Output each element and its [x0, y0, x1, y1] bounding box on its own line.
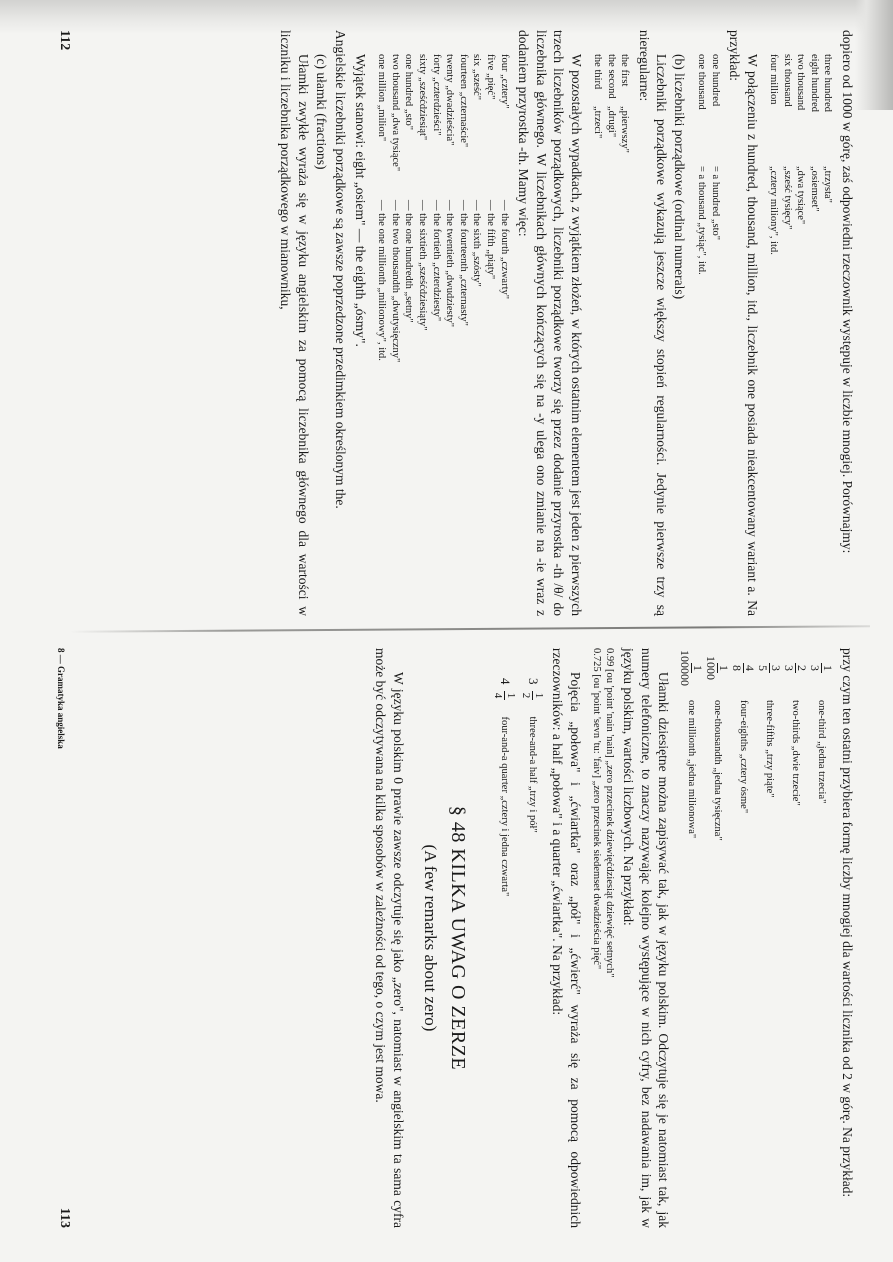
- decimal-example: 0.725 [ou 'point 'sevn 'tu: 'faiv] „zero przecinek siedemset dwadzieścia pięć": [591, 648, 602, 970]
- page-113: [56, 648, 856, 1228]
- list-item: 2 3 two-thirds „dwie trzecie": [783, 648, 809, 1228]
- list-item: sixty „sześćdziesiąt" — the sixtieth „sześćdziesiąty": [417, 54, 428, 331]
- fraction: 1 1000: [704, 656, 731, 680]
- list-item: the third „trzeci": [592, 54, 604, 139]
- list-item: eight hundred „osiemset": [808, 54, 820, 212]
- fraction: 4 8: [730, 665, 757, 671]
- fraction: 1 100000: [678, 650, 705, 686]
- fraction: 2 3: [782, 665, 809, 671]
- one-hundred-list: [694, 54, 721, 616]
- section-title: § 48 KILKA UWAG O ZERZE: [447, 805, 469, 1071]
- list-item: five „pięć" — the fifth „piąty": [484, 54, 496, 280]
- decimal-example: 0.99 [ou 'point 'nain 'nain] „zero przecinek dziewięćdziesiąt dziewięć setnych": [604, 648, 615, 978]
- heading-fractions: (c) ułamki (fractions): [313, 54, 329, 170]
- list-item: four million „cztery miliony", itd.: [768, 54, 780, 255]
- list-item: 4 1 4 four-and-a quarter „cztery i jedna czwarta": [492, 678, 518, 897]
- page-number: 112: [57, 30, 72, 51]
- paragraph-combination: W połączeniu z hundred, thousand, million, itd., liczebnik one posiada nieakcentowany wariant a. Na przykład:: [727, 30, 760, 616]
- fraction: 1 3: [808, 665, 835, 671]
- section-subtitle: (A few remarks about zero): [421, 844, 440, 1032]
- page-112: [56, 30, 856, 616]
- list-item: six „sześć" — the sixth „szósty": [471, 54, 483, 287]
- list-item: the second „drugi": [605, 54, 617, 138]
- irregular-ordinal-list: [591, 54, 632, 616]
- list-item: one hundred „sto" — the one hundredth „setny": [403, 54, 415, 323]
- list-item: one thousand = a thousand „tysiąc", itd.: [695, 54, 707, 275]
- list-item: 3 5 three-fifths „trzy piąte": [757, 648, 783, 1228]
- paragraph-exception: Wyjątek stanowi: eight „osiem" — the eighth „ósmy".: [352, 54, 368, 347]
- paragraph-zero: W języku polskim 0 prawie zawsze odczytuje się jako „zero", natomiast w angielskim ta sama cyfra może być odczytywana na kilka sposobów w zależności od tego, o czym jest mowa.: [373, 648, 406, 1228]
- paragraph-intro: dopiero od 1000 w górę, zaś odpowiedni rzeczownik występuje w liczbie mnogiej. Porównajmy:: [840, 30, 855, 554]
- page-fold: [70, 625, 870, 633]
- list-item: 3 1 2 three-and-a half „trzy i pół": [520, 678, 546, 833]
- list-item: 4 8 four-eighths „cztery ósme": [731, 648, 757, 1228]
- page-number: 113: [57, 1207, 72, 1228]
- list-item: one million „milion" — the one millionth „milionowy", itd.: [376, 54, 388, 361]
- footer-note: 8 — Gramatyka angielska: [56, 648, 66, 749]
- list-item: three hundred „trzysta": [822, 54, 834, 203]
- paragraph-top: przy czym ten ostatni przybiera formę liczby mnogiej dla wartości licznika od 2 w górę. Na przykład:: [840, 648, 855, 1198]
- fraction: 1 2: [520, 692, 546, 699]
- list-item: 1 100000 one millionth „jedna milionowa": [678, 650, 705, 839]
- list-item: two thousand „dwa tysiące": [795, 54, 807, 225]
- list-item: forty „czterdzieści" — the fortieth „czterdziesty": [430, 54, 442, 322]
- heading-ordinal: (b) liczebniki porządkowe (ordinal numerals): [672, 54, 688, 300]
- list-item: two thousand „dwa tysiące" — the two thousandth „dwutysięczny": [389, 54, 401, 363]
- scan-edge-corner: [855, 0, 893, 110]
- list-item: fourteen „czternaście" — the fourteenth „czternasty": [457, 54, 469, 326]
- ordinal-formation-list: [375, 54, 511, 616]
- scan-edge-top: [0, 0, 893, 34]
- fraction: 1 4: [492, 692, 518, 699]
- list-item: six thousand „sześć tysięcy": [781, 54, 793, 230]
- paragraph-fractions: Ułamki zwykłe wyraża się w języku angielskim za pomocą liczebnika głównego dla wartości w liczniku i liczebnika porządkowego w mianowniku,: [278, 30, 311, 616]
- paragraph-decimal: Ułamki dziesiętne można zapisywać tak, jak w języku polskim. Odczytuje się je natomiast tak, jak numery telefoniczne, to znaczy nazywając kolejno występujące w nich cyfry, bez nadawania im, jak w języku polskim, wartości liczbowych. Na przykład:: [621, 648, 672, 1228]
- list-item: 1 1000 one-thousandth „jedna tysięczna": [705, 648, 731, 1228]
- fraction-list: [679, 648, 835, 1228]
- fraction: 3 5: [756, 665, 783, 671]
- paragraph-half: Pojęcia „połowa" i „ćwiartka" oraz „pół" i „ćwierć" wyraża się za pomocą odpowiednich rzeczowników: a half „połowa" i a quarter „ćwiartka". Na przykład:: [550, 648, 583, 1228]
- list-item: four „cztery" — the fourth „czwarty": [498, 54, 510, 300]
- list-item: 1 3 one-third „jedna trzecia": [809, 648, 835, 1228]
- list-item: one hundred = a hundred „sto": [709, 54, 721, 241]
- list-item: twenty „dwadzieścia" — the twentieth „dwudziesty": [444, 54, 456, 328]
- list-item: the first „pierwszy": [619, 54, 631, 153]
- cardinal-plural-list: [767, 54, 835, 616]
- paragraph-ordinal: Liczebniki porządkowe wykazują jeszcze większy stopień regularności. Jedynie pierwsze trzy są nieregularne:: [636, 30, 670, 616]
- paragraph-other-cases: W pozostałych wypadkach, z wyjątkiem złożeń, w których ostatnim elementem jest jeden z pierwszych trzech liczebników porządkowych, liczebniki porządkowe tworzy się przez dodanie przyrostka -th /θ/ do liczebnika głównego. W liczebnikach głównych kończących się na -y ulega ono zmianie na -ie wraz z dodaniem przyrostka -th. Mamy więc:: [516, 30, 584, 616]
- paragraph-article: Angielskie liczebniki porządkowe są zawsze poprzedzone przedimkiem określonym the.: [333, 30, 349, 509]
